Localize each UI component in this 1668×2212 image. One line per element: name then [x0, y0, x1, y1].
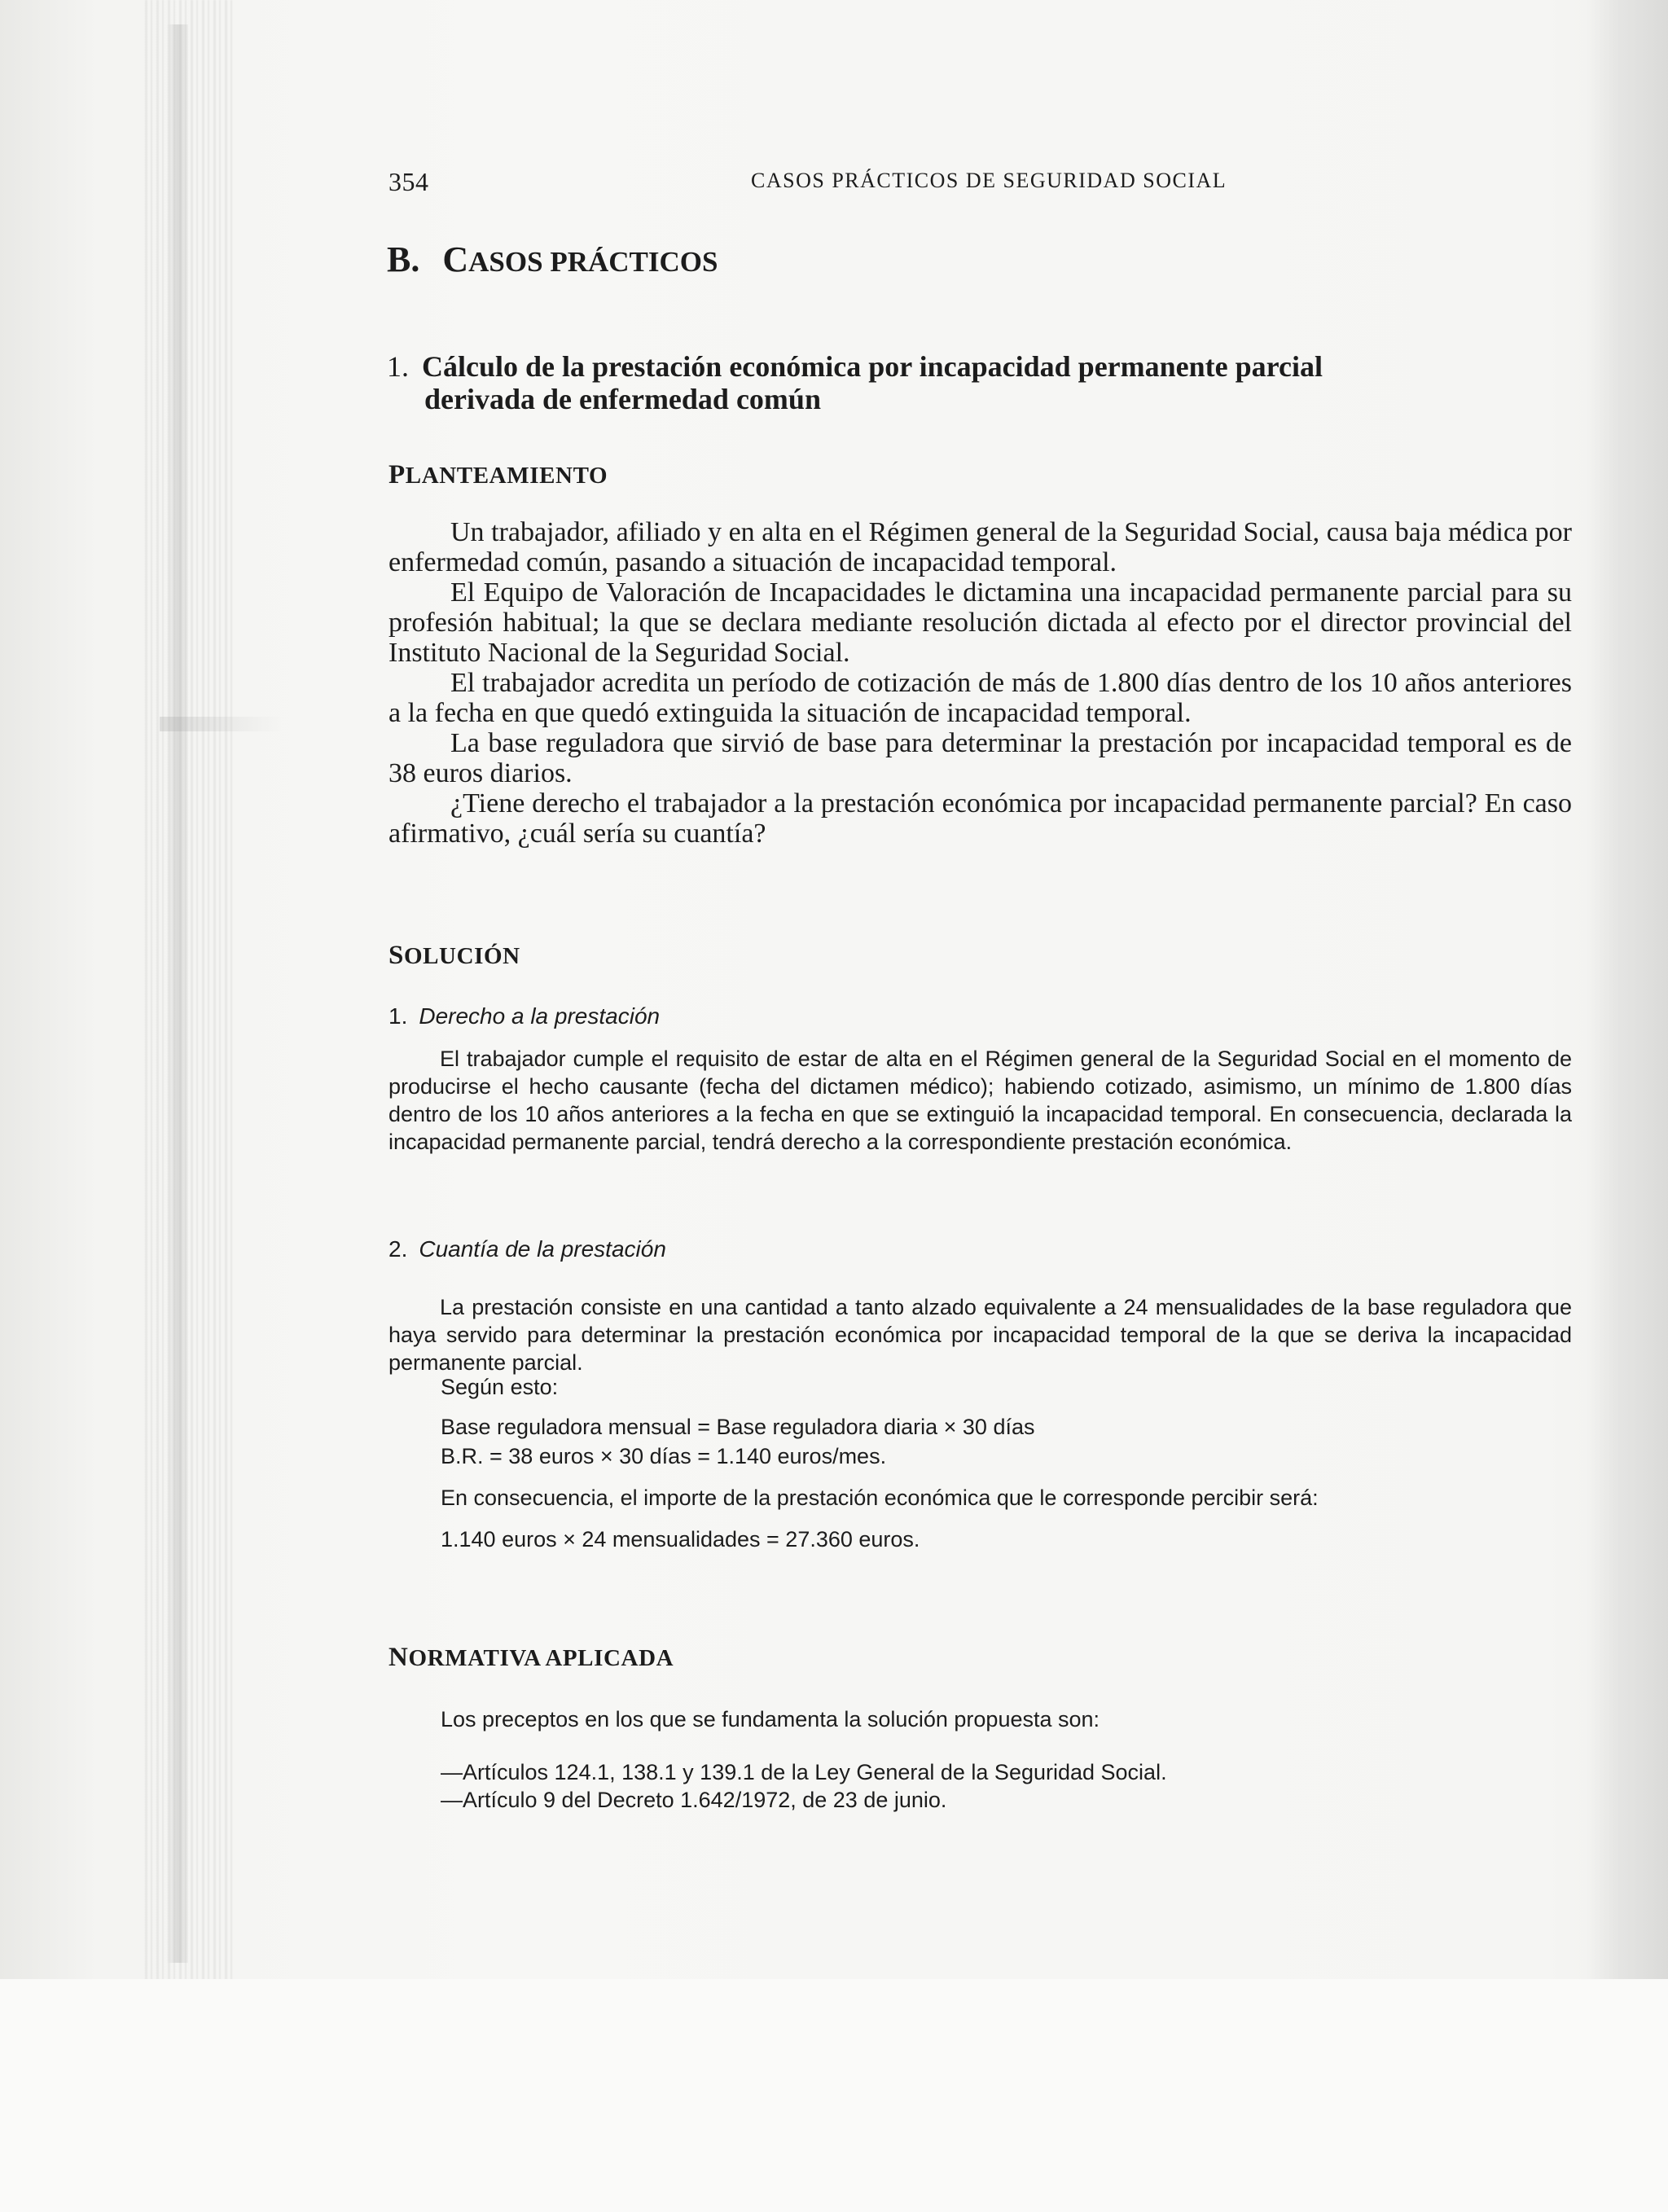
normativa-heading [388, 1643, 674, 1673]
solucion-part1-body [388, 1045, 1572, 1156]
solucion-part2-title [388, 1236, 666, 1262]
section-title-rest: ASOS PRÁCTICOS [468, 246, 718, 278]
planteamiento-paragraph: El Equipo de Valoración de Incapacidades le dictamina una incapacidad permanente parcial para su profesión habitual; la que se declara mediante resolución dictada al efecto por el director provincial del Instituto Nacional de la Seguridad Social. [388, 577, 1572, 668]
normativa-item: —Artículo 9 del Decreto 1.642/1972, de 23 de junio. [441, 1788, 947, 1812]
solucion-heading [388, 941, 520, 971]
bottom-margin [0, 1979, 1668, 2212]
scan-artifact [160, 717, 282, 731]
planteamiento-heading-rest: LANTEAMIENTO [405, 463, 608, 489]
solucion-part1-title-text: Derecho a la prestación [419, 1003, 661, 1029]
section-letter: B. [387, 239, 420, 279]
running-title: CASOS PRÁCTICOS DE SEGURIDAD SOCIAL [751, 169, 1227, 192]
solucion-part1-number: 1. [388, 1003, 408, 1029]
case-title-line1: Cálculo de la prestación económica por incapacidad permanente parcial [422, 350, 1323, 383]
result-amount: 1.140 euros × 24 mensualidades = 27.360 euros. [441, 1527, 920, 1551]
formula-base-calc: B.R. = 38 euros × 30 días = 1.140 euros/mes. [441, 1444, 887, 1468]
planteamiento-paragraph: El trabajador acredita un período de cotización de más de 1.800 días dentro de los 10 años anteriores a la fecha en que quedó extinguida la situación de incapacidad temporal. [388, 668, 1572, 728]
case-title-line2: derivada de enfermedad común [424, 383, 821, 415]
formula-monthly-base: Base reguladora mensual = Base reguladora diaria × 30 días [441, 1415, 1035, 1439]
normativa-intro: Los preceptos en los que se fundamenta la solución propuesta son: [441, 1707, 1100, 1731]
case-title [387, 350, 1323, 415]
planteamiento-paragraph: La base reguladora que sirvió de base para determinar la prestación por incapacidad temporal es de 38 euros diarios. [388, 728, 1572, 788]
section-heading [387, 239, 718, 280]
planteamiento-heading [388, 460, 608, 490]
planteamiento-paragraph: Un trabajador, afiliado y en alta en el Régimen general de la Seguridad Social, causa baja médica por enfermedad común, pasando a situación de incapacidad temporal. [388, 517, 1572, 577]
normativa-item: —Artículos 124.1, 138.1 y 139.1 de la Ley General de la Seguridad Social. [441, 1760, 1167, 1784]
solucion-heading-cap: S [388, 941, 404, 970]
normativa-heading-cap: N [388, 1643, 409, 1672]
planteamiento-text [388, 517, 1572, 849]
page-number: 354 [388, 167, 429, 196]
normativa-heading-rest: ORMATIVA APLICADA [408, 1645, 674, 1671]
solucion-part1-paragraph: El trabajador cumple el requisito de estar de alta en el Régimen general de la Seguridad Social en el momento de producirse el hecho causante (fecha del dictamen médico); habiendo cotizado, asimismo, un mínimo de 1.800 días dentro de los 10 años anteriores a la fecha en que se extinguió la incapacidad temporal. En consecuencia, declarada la incapacidad permanente parcial, tendrá derecho a la correspondiente prestación económica. [388, 1047, 1572, 1154]
planteamiento-heading-cap: P [388, 460, 406, 489]
planteamiento-paragraph: ¿Tiene derecho el trabajador a la prestación económica por incapacidad permanente parcial? En caso afirmativo, ¿cuál sería su cuantía? [388, 788, 1572, 849]
solucion-part1-title [388, 1003, 660, 1029]
binding-shadow-dark [167, 24, 188, 1963]
segun-esto: Según esto: [441, 1375, 559, 1399]
solucion-part2-number: 2. [388, 1236, 408, 1262]
solucion-heading-rest: OLUCIÓN [403, 943, 520, 969]
solucion-part2-title-text: Cuantía de la prestación [419, 1236, 666, 1262]
binding-shadow [145, 0, 235, 1987]
solucion-part2-body [388, 1293, 1572, 1376]
solucion-part2-paragraph: La prestación consiste en una cantidad a tanto alzado equivalente a 24 mensualidades de la base reguladora que haya servido para determinar la prestación económica por incapacidad temporal de la que se deriva la incapacidad permanente parcial. [388, 1295, 1572, 1375]
page-edge-shadow [1587, 0, 1668, 1995]
case-number: 1. [387, 350, 409, 383]
section-title-cap: C [442, 239, 469, 279]
consecuencia-text: En consecuencia, el importe de la prestación económica que le corresponde percibir será: [441, 1486, 1319, 1510]
